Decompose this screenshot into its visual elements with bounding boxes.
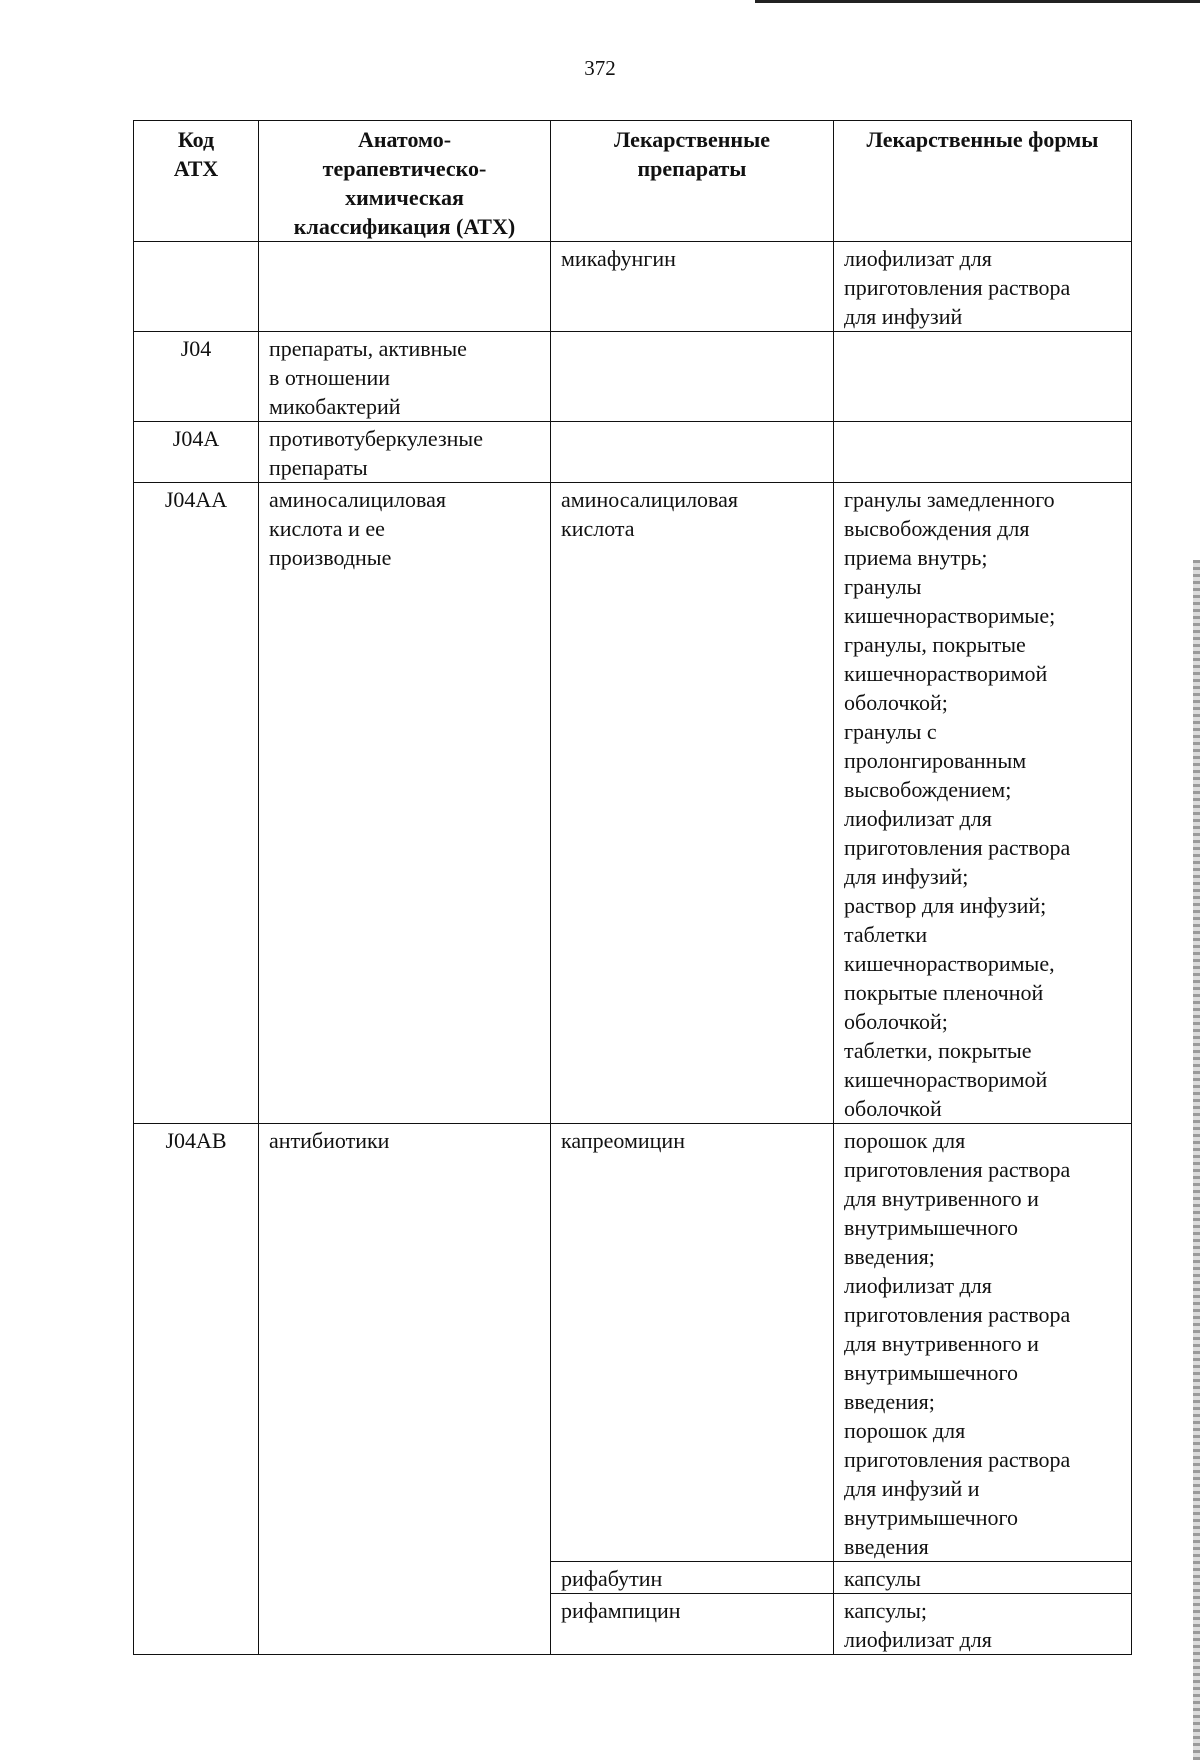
form-line: для инфузий [844,304,963,329]
form-line: приготовления раствора [844,275,1071,300]
form-line: для инфузий и [844,1476,980,1501]
form-line: внутримышечного [844,1215,1018,1240]
form-line: высвобождением; [844,777,1012,802]
header-code-line: Код [177,127,215,152]
form-line: введения; [844,1244,935,1269]
header-drugs-line: препараты [637,156,747,181]
form-line: кишечнорастворимой [844,661,1048,686]
drug-line: кислота [561,516,635,541]
form-line: лиофилизат для [844,1627,992,1652]
atc-line: производные [269,545,392,570]
header-atc-classification [259,121,551,242]
form-line: капсулы; [844,1598,927,1623]
cell-forms [834,242,1132,332]
cell-forms [834,332,1132,422]
table-row [134,242,1132,332]
atc-line: микобактерий [269,394,401,419]
cell-code: J04AA [134,483,259,1124]
form-line: приготовления раствора [844,1302,1071,1327]
form-line: капсулы [844,1566,921,1591]
scan-right-edge-shadow [1193,560,1200,1760]
cell-code: J04A [134,422,259,483]
atc-line: аминосалициловая [269,487,447,512]
form-line: покрытые пленочной [844,980,1044,1005]
form-line: для инфузий; [844,864,969,889]
page-number: 372 [584,56,616,80]
form-line: таблетки, покрытые [844,1038,1032,1063]
form-line: внутримышечного [844,1360,1018,1385]
header-code-line: АТХ [173,156,219,181]
form-line: раствор для инфузий; [844,893,1047,918]
header-atc-line: химическая [345,185,464,210]
cell-atc [259,483,551,1124]
form-line: введения; [844,1389,935,1414]
form-line: для внутривенного и [844,1331,1039,1356]
table-row [134,422,1132,483]
form-line: лиофилизат для [844,1273,992,1298]
atc-line: противотуберкулезные [269,426,483,451]
form-line: гранулы, покрытые [844,632,1026,657]
form-line: порошок для [844,1418,966,1443]
form-line: лиофилизат для [844,806,992,831]
form-line: кишечнорастворимые, [844,951,1055,976]
cell-drug [551,1594,834,1655]
cell-code: J04AB [134,1124,259,1655]
form-line: таблетки [844,922,928,947]
atc-line: антибиотики [269,1128,390,1153]
drug-line: микафунгин [561,246,676,271]
cell-atc [259,1124,551,1655]
cell-atc [259,242,551,332]
table-row [134,332,1132,422]
cell-drug [551,483,834,1124]
header-drugs [551,121,834,242]
drug-line: рифабутин [561,1566,663,1591]
header-forms-line: Лекарственные формы [866,127,1099,152]
form-line: приготовления раствора [844,1447,1071,1472]
cell-forms [834,1594,1132,1655]
cell-drug [551,332,834,422]
cell-drug [551,242,834,332]
table-row [134,483,1132,1124]
cell-code [134,242,259,332]
cell-forms [834,1124,1132,1562]
cell-atc [259,332,551,422]
form-line: оболочкой; [844,690,948,715]
atc-line: в отношении [269,365,391,390]
form-line: кишечнорастворимые; [844,603,1056,628]
form-line: порошок для [844,1128,966,1153]
form-line: высвобождения для [844,516,1030,541]
form-line: гранулы замедленного [844,487,1055,512]
table-header-row [134,121,1132,242]
form-line: гранулы с [844,719,937,744]
header-atc-line: Анатомо- [357,127,452,152]
header-atc-line: классификация (АТХ) [293,214,516,239]
form-line: оболочкой; [844,1009,948,1034]
header-dosage-forms [834,121,1132,242]
cell-drug [551,422,834,483]
form-line: приема внутрь; [844,545,988,570]
form-line: внутримышечного [844,1505,1018,1530]
cell-forms [834,422,1132,483]
form-line: лиофилизат для [844,246,992,271]
atc-line: кислота и ее [269,516,385,541]
cell-forms [834,483,1132,1124]
cell-atc [259,422,551,483]
cell-code: J04 [134,332,259,422]
atc-line: препараты [269,455,368,480]
cell-forms [834,1562,1132,1594]
form-line: гранулы [844,574,922,599]
atc-line: препараты, активные [269,336,467,361]
form-line: приготовления раствора [844,835,1071,860]
drug-line: капреомицин [561,1128,685,1153]
scan-top-edge-line [755,0,1200,3]
form-line: кишечнорастворимой [844,1067,1048,1092]
header-code [134,121,259,242]
drug-line: рифампицин [561,1598,681,1623]
atx-drug-table [133,120,1132,1655]
form-line: для внутривенного и [844,1186,1039,1211]
table-row [134,1124,1132,1562]
form-line: введения [844,1534,929,1559]
form-line: пролонгированным [844,748,1027,773]
drug-line: аминосалициловая [561,487,739,512]
cell-drug [551,1124,834,1562]
header-drugs-line: Лекарственные [613,127,771,152]
form-line: оболочкой [844,1096,942,1121]
header-atc-line: терапевтическо- [322,156,487,181]
form-line: приготовления раствора [844,1157,1071,1182]
cell-drug [551,1562,834,1594]
